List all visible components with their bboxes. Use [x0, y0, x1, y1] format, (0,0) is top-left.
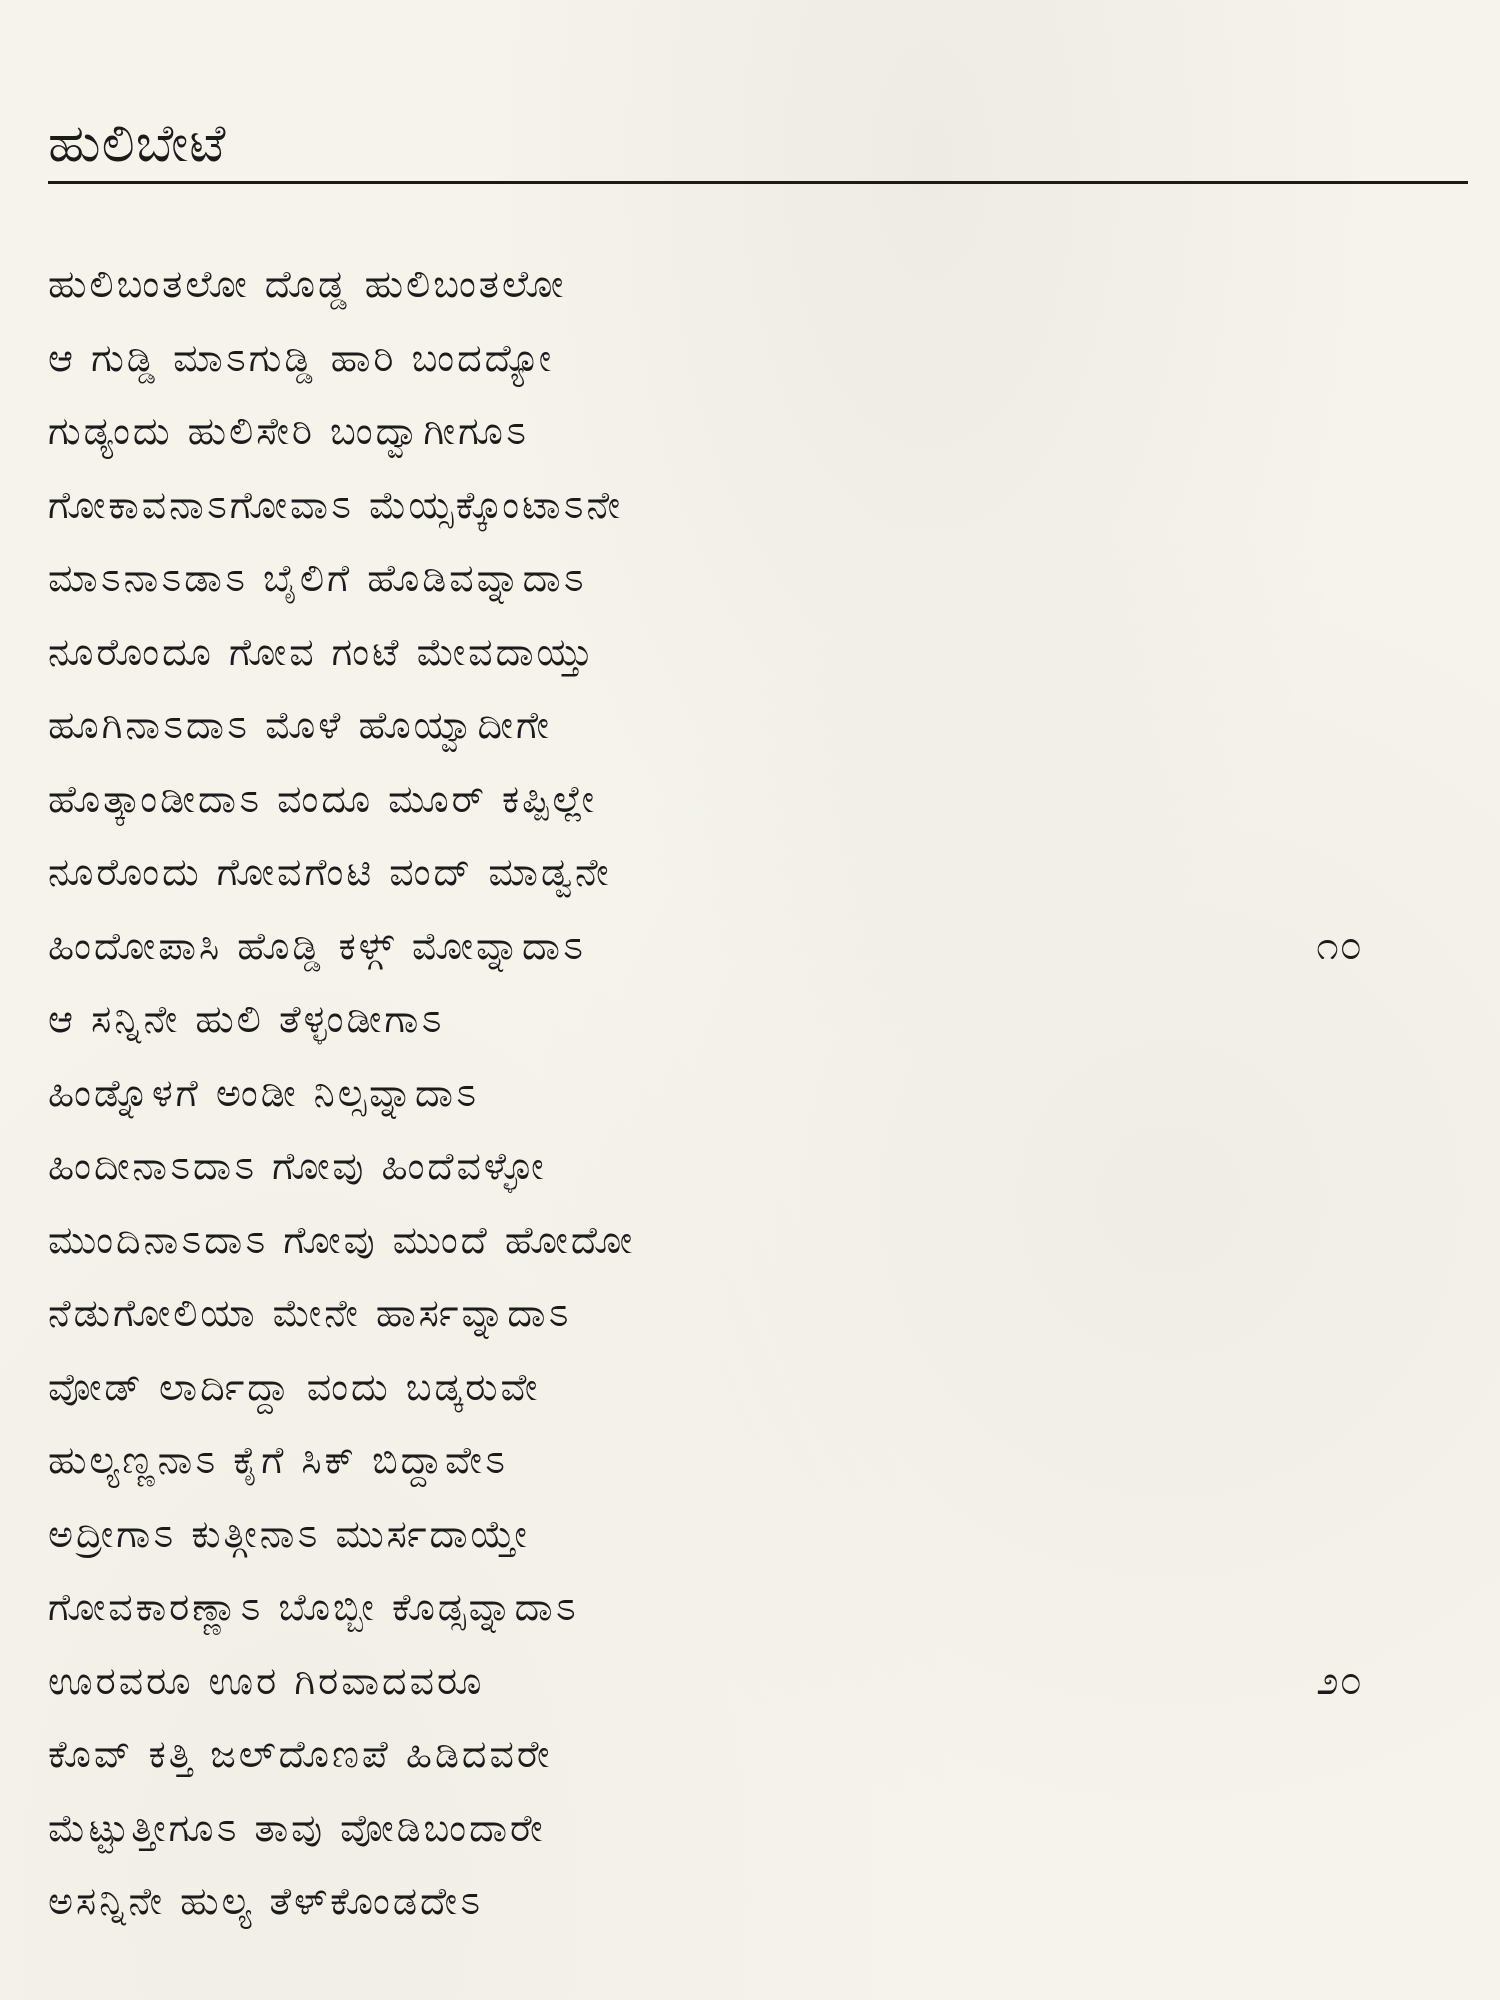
poem-line-text: ಮುಂದಿನಾಽದಾಽ ಗೋವು ಮುಂದೆ ಹೋದೋ [48, 1217, 636, 1262]
poem-line-text: ಆ ಸನ್ನಿನೇ ಹುಲಿ ತೆಳ್ಳಂಡೀಗಾಽ [48, 997, 445, 1041]
poem-line-text: ಹೂಗಿನಾಽದಾಽ ಮೊಳೆ ಹೊಯ್ವಾದೀಗೇ [48, 703, 552, 747]
poem-line-text: ಮಾಽನಾಽಡಾಽ ಬೈಲಿಗೆ ಹೊಡಿವವ್ನಾದಾಽ [48, 556, 587, 600]
poem-line [48, 983, 1418, 1057]
poem-line [48, 910, 1418, 984]
poem-line [48, 1792, 1418, 1866]
poem-line-text: ಹುಲ್ಯಣ್ಣನಾಽ ಕೈಗೆ ಸಿಕ್ ಬಿದ್ದಾವೇಽ [48, 1438, 508, 1482]
poem-line [48, 689, 1418, 763]
poem-line [48, 1645, 1418, 1719]
poem-line-text: ಹಿಂಡ್ನೊಳಗೆ ಅಂಡೀ ನಿಲ್ಸವ್ನಾದಾಽ [48, 1070, 480, 1115]
poem-line [48, 1424, 1418, 1498]
poem-line-text: ಮೆಟ್ಟುತ್ತೀಗೂಽ ತಾವು ವೋಡಿಬಂದಾರೇ [48, 1805, 546, 1850]
poem-line-text: ನೆಡುಗೋಲಿಯಾ ಮೇನೇ ಹಾರ್ಸವ್ನಾದಾಽ [48, 1291, 572, 1335]
poem-line-text: ಗುಡ್ಯಂದು ಹುಲಿಸೇರಿ ಬಂದ್ವಾಗೀಗೂಽ [48, 409, 529, 453]
line-number: ೧೦ [1316, 922, 1363, 969]
title-divider [48, 181, 1468, 184]
poem-line-text: ಗೋಕಾವನಾಽಗೋವಾಽ ಮೆಯ್ಸಕ್ಕೊಂಟಾಽನೇ [48, 482, 624, 527]
poem-line [48, 1204, 1418, 1278]
poem-line [48, 1498, 1418, 1572]
poem-line [48, 763, 1418, 837]
poem-line [48, 322, 1418, 396]
poem-line [48, 836, 1418, 910]
poem-line-text: ಹುಲಿಬಂತಲೋ ದೊಡ್ಡ ಹುಲಿಬಂತಲೋ [48, 262, 567, 306]
poem-line-text: ಹಿಂದೀನಾಽದಾಽ ಗೋವು ಹಿಂದೆವಳ್ಳೋ [48, 1144, 547, 1188]
poem-line [48, 542, 1418, 616]
poem-line-text: ನೂರೊಂದು ಗೋವಗೆಂಟಿ ವಂದ್ ಮಾಡ್ವನೇ [48, 850, 612, 894]
poem-line [48, 1571, 1418, 1645]
poem-line [48, 1865, 1418, 1939]
poem-line [48, 1057, 1418, 1131]
poem-line [48, 248, 1418, 322]
poem-line-text: ಅಸನ್ನಿನೇ ಹುಲ್ಯ ತೆಳ್‌ಕೊಂಡದೇಽ [48, 1879, 484, 1923]
poem-line [48, 1277, 1418, 1351]
poem-line-text: ಊರವರೂ ಊರ ಗಿರವಾದವರೂ [48, 1658, 485, 1703]
poem-line-text: ಕೊವ್ ಕತ್ತಿ ಜಲ್‌ದೊಣಪೆ ಹಿಡಿದವರೇ [48, 1732, 553, 1776]
poem-line-text: ಅದ್ರೀಗಾಽ ಕುತ್ಗೀನಾಽ ಮುರ್ಸದಾಯ್ತೇ [48, 1511, 530, 1556]
poem-line-text: ಗೋವಕಾರಣ್ಣಾಽ ಬೊಬ್ಬೀ ಕೊಡ್ಸವ್ನಾದಾಽ [48, 1585, 579, 1629]
poem-line-text: ನೂರೊಂದೂ ಗೋವ ಗಂಟೆ ಮೇವದಾಯ್ತು [48, 629, 596, 674]
poem-line-text: ಹಿಂದೋಪಾಸಿ ಹೊಡ್ಡಿ ಕಳ್ಗ್ ಮೋವ್ನಾದಾಽ [48, 923, 586, 968]
poem-line [48, 1718, 1418, 1792]
poem-line-text: ಆ ಗುಡ್ಡಿ ಮಾಽಗುಡ್ಡಿ ಹಾರಿ ಬಂದದ್ಯೋ [48, 335, 555, 380]
poem-line [48, 1351, 1418, 1425]
line-number: ೨೦ [1316, 1657, 1363, 1704]
poem-line [48, 616, 1418, 690]
poem-line-text: ವೋಡ್ ಲಾರ್ದಿದ್ದಾ ವಂದು ಬಡ್ಕರುವೇ [48, 1364, 541, 1409]
poem-line [48, 395, 1418, 469]
poem-title: ಹುಲಿಬೇಟೆ [48, 114, 227, 174]
poem-line [48, 1130, 1418, 1204]
poem-line-text: ಹೊತ್ಕಾಂಡೀದಾಽ ವಂದೂ ಮೂರ್ ಕಪ್ಪಿಲ್ಲೇ [48, 776, 598, 821]
poem-line [48, 469, 1418, 543]
poem-body [48, 248, 1418, 1939]
